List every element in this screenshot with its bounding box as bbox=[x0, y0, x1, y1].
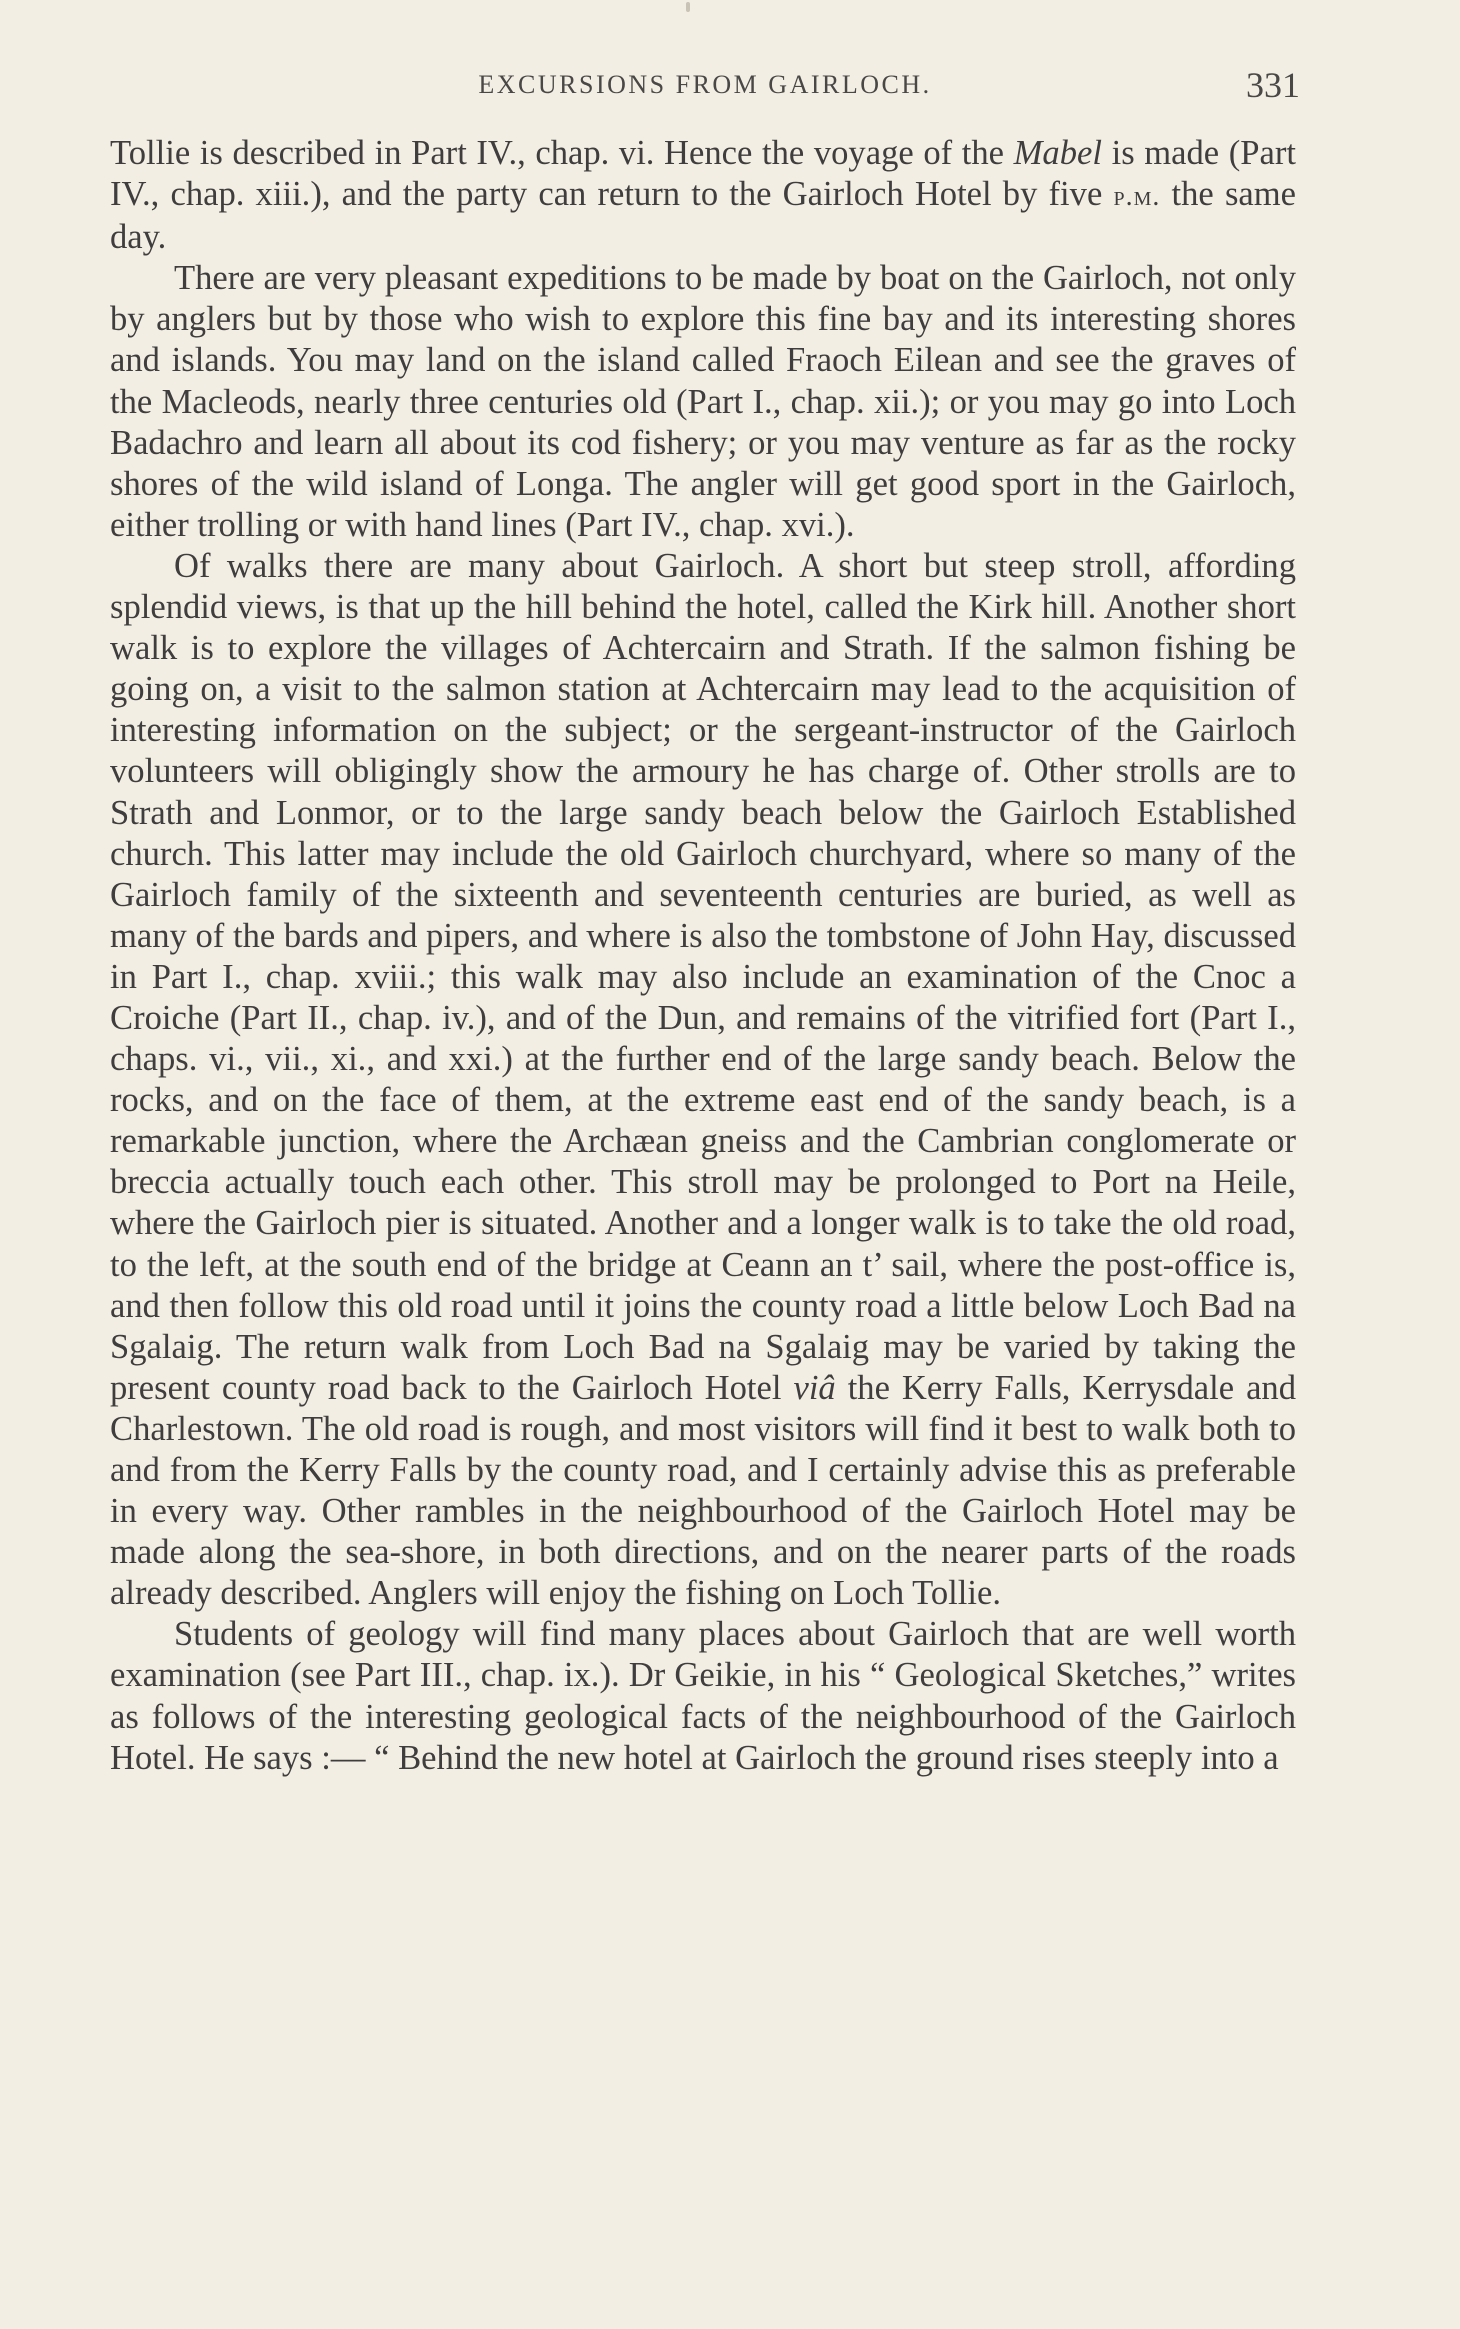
text-run: is made (Part IV., chap. xiii.), and the party can return to the Gairloch Hotel by five bbox=[110, 134, 1296, 214]
paragraph bbox=[110, 258, 1296, 546]
text-run: the Kerry Falls, Kerrysdale and Charlestown. The old road is rough, and most visitors will find it best to walk both to and from the Kerry Falls by the county road, and I certainly advise this as preferable in every way. Other rambles in the neighbourhood of the Gairloch Hotel may be made along the sea-shore, in both directions, and on the nearer parts of the roads already described. Anglers will enjoy the fishing on Loch Tollie. bbox=[110, 1368, 1297, 1613]
paragraph bbox=[110, 1614, 1296, 1778]
italic-text: Mabel bbox=[1013, 134, 1102, 172]
page-header bbox=[110, 64, 1300, 114]
text-run: There are very pleasant expeditions to be made by boat on the Gairloch, not only by anglers but by those who wish to explore this fine bay and its interesting shores and islands. You may land on the island called Fraoch Eilean and see the graves of the Macleods, nearly three centuries old (Part I., chap. xii.); or you may go into Loch Badachro and learn all about its cod fishery; or you may venture as far as the rocky shores of the wild island of Longa. The angler will get good sport in the Gairloch, either trolling or with hand lines (Part IV., chap. xvi.). bbox=[110, 259, 1296, 544]
text-run: Tollie is described in Part IV., chap. vi. Hence the voyage of the bbox=[110, 134, 1014, 172]
text-run: Students of geology will find many places about Gairloch that are well worth examination (see Part III., chap. ix.). Dr Geikie, in his “ Geological Sketches,” writes as follows of the interesting geological facts of the neighbourhood of the Gairloch Hotel. He says :— “ Behind the new hotel at Gairloch the ground rises steeply into a bbox=[110, 1615, 1296, 1777]
italic-text: viâ bbox=[793, 1368, 836, 1407]
text-run: the same day. bbox=[110, 175, 1296, 257]
text-run: Of walks there are many about Gairloch. A short but steep stroll, affording splendid views, is that up the hill behind the hotel, called the Kirk hill. Another short walk is to explore the villages of Achtercairn and Strath. If the salmon fishing be going on, a visit to the salmon station at Achtercairn may lead to the acquisition of interesting information on the subject; or the sergeant-instructor of the Gairloch volunteers will obligingly show the armoury he has charge of. Other strolls are to Strath and Lonmor, or to the large sandy beach below the Gairloch Established church. This latter may include the old Gairloch churchyard, where so many of the Gairloch family of the sixteenth and seventeenth centuries are buried, as well as many of the bards and pipers, and where is also the tombstone of John Hay, discussed in Part I., chap. xviii.; this walk may also include an examination of the Cnoc a Croiche (Part II., chap. iv.), and of the Dun, and remains of the vitrified fort (Part I., chaps. vi., vii., xi., and xxi.) at the further end of the large sandy beach. Below the rocks, and on the face of them, at the extreme east end of the sandy beach, is a remarkable junction, where the Archæan gneiss and the Cambrian conglomerate or breccia actually touch each other. This stroll may be prolonged to Port na Heile, where the Gairloch pier is situated. Another and a longer walk is to take the old road, to the left, at the south end of the bridge at Ceann an t’ sail, where the post-office is, and then follow this old road until it joins the county road a little below Loch Bad na Sgalaig. The return walk from Loch Bad na Sgalaig may be varied by taking the present county road back to the Gairloch Hotel bbox=[110, 546, 1296, 1407]
page-number: 331 bbox=[1246, 65, 1300, 105]
paragraph bbox=[110, 133, 1296, 258]
smallcaps-text: p.m. bbox=[1113, 181, 1161, 213]
print-speck bbox=[686, 2, 690, 12]
body-text bbox=[110, 133, 1296, 1779]
running-head: EXCURSIONS FROM GAIRLOCH. bbox=[478, 70, 932, 99]
paragraph bbox=[110, 546, 1296, 1614]
